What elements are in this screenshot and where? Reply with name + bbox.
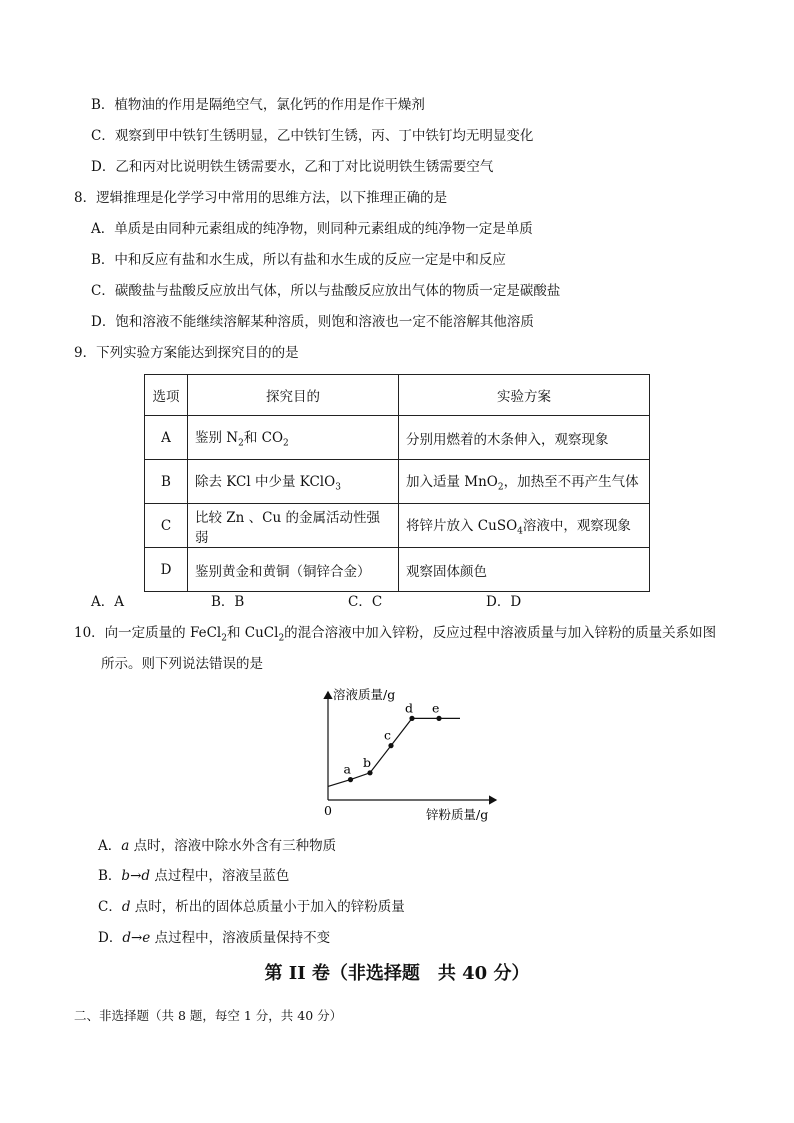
row-option: A: [145, 416, 188, 460]
row-purpose: 除去 KCl 中少量 KClO$_3$: [188, 460, 399, 504]
q9-table: [144, 374, 650, 592]
q7-option-d: D．乙和丙对比说明铁生锈需要水，乙和丁对比说明铁生锈需要空气: [91, 159, 494, 175]
y-axis-label: 溶液质量/g: [333, 687, 396, 702]
q8-option-b: B．中和反应有盐和水生成，所以有盐和水生成的反应一定是中和反应: [91, 252, 506, 268]
q9-answer-a: A．A: [91, 594, 124, 610]
section-title: 第 II 卷（非选择题 共 40 分）: [264, 963, 530, 984]
point-label-c: c: [384, 727, 392, 743]
point-label-a: a: [343, 761, 351, 777]
row-plan: 观察固体颜色: [399, 548, 650, 592]
row-option: C: [145, 504, 188, 548]
header-plan: 实验方案: [399, 375, 650, 416]
q9-stem: 9．下列实验方案能达到探究目的的是: [74, 345, 299, 361]
q7-option-b: B．植物油的作用是隔绝空气，氯化钙的作用是作干燥剂: [91, 97, 425, 113]
q9-answer-d: D．D: [486, 594, 522, 610]
point-label-b: b: [363, 754, 372, 770]
origin-label: 0: [324, 803, 332, 818]
q10-graph: [300, 684, 510, 826]
point-label-e: e: [432, 700, 440, 716]
row-plan: 分别用燃着的木条伸入，观察现象: [399, 416, 650, 460]
q9-answer-b: B．B: [211, 594, 245, 610]
row-plan: 加入适量 MnO$_2$，加热至不再产生气体: [399, 460, 650, 504]
x-axis-label: 锌粉质量/g: [426, 807, 489, 822]
q7-option-c: C．观察到甲中铁钉生锈明显，乙中铁钉生锈，丙、丁中铁钉均无明显变化: [91, 128, 534, 144]
q9-answer-c: C．C: [348, 594, 383, 610]
table-row: [145, 504, 650, 548]
q8-stem: 8．逻辑推理是化学学习中常用的思维方法，以下推理正确的是: [74, 190, 448, 206]
table-row: [145, 548, 650, 592]
point-d: [409, 716, 414, 721]
q10-option-c: C．d 点时，析出的固体总质量小于加入的锌粉质量: [98, 899, 405, 915]
table-row: [145, 460, 650, 504]
table-row: [145, 416, 650, 460]
point-b: [367, 770, 372, 775]
point-a: [348, 777, 353, 782]
point-label-d: d: [405, 700, 414, 716]
row-option: D: [145, 548, 188, 592]
point-e: [436, 716, 441, 721]
header-option: 选项: [145, 375, 188, 416]
q10-option-a: A．a 点时，溶液中除水外含有三种物质: [98, 838, 337, 854]
row-purpose: 比较 Zn 、Cu 的金属活动性强弱: [188, 504, 399, 548]
header-purpose: 探究目的: [188, 375, 399, 416]
row-plan: 将锌片放入 CuSO$_4$溶液中，观察现象: [399, 504, 650, 548]
q8-option-c: C．碳酸盐与盐酸反应放出气体，所以与盐酸反应放出气体的物质一定是碳酸盐: [91, 283, 561, 299]
q10-option-b: B．b→d 点过程中，溶液呈蓝色: [98, 868, 290, 884]
q10-option-d: D．d→e 点过程中，溶液质量保持不变: [98, 930, 331, 946]
row-purpose: 鉴别 $N_2$和 $CO_2$: [188, 416, 399, 460]
q10-stem: 10．向一定质量的 FeCl$_2$和 CuCl$_2$的混合溶液中加入锌粉，反应过程中溶液质量与加入锌粉的质量关系如图: [74, 625, 717, 644]
point-c: [388, 743, 393, 748]
q8-option-d: D．饱和溶液不能继续溶解某种溶质，则饱和溶液也一定不能溶解其他溶质: [91, 314, 534, 330]
row-option: B: [145, 460, 188, 504]
q8-option-a: A．单质是由同种元素组成的纯净物，则同种元素组成的纯净物一定是单质: [91, 221, 533, 237]
section-subtitle: 二、非选择题（共 8 题，每空 1 分，共 40 分）: [74, 1008, 343, 1023]
row-purpose: 鉴别黄金和黄铜（铜锌合金）: [188, 548, 399, 592]
q10-stem-cont: 所示。则下列说法错误的是: [101, 656, 263, 672]
table-header-row: [145, 375, 650, 416]
